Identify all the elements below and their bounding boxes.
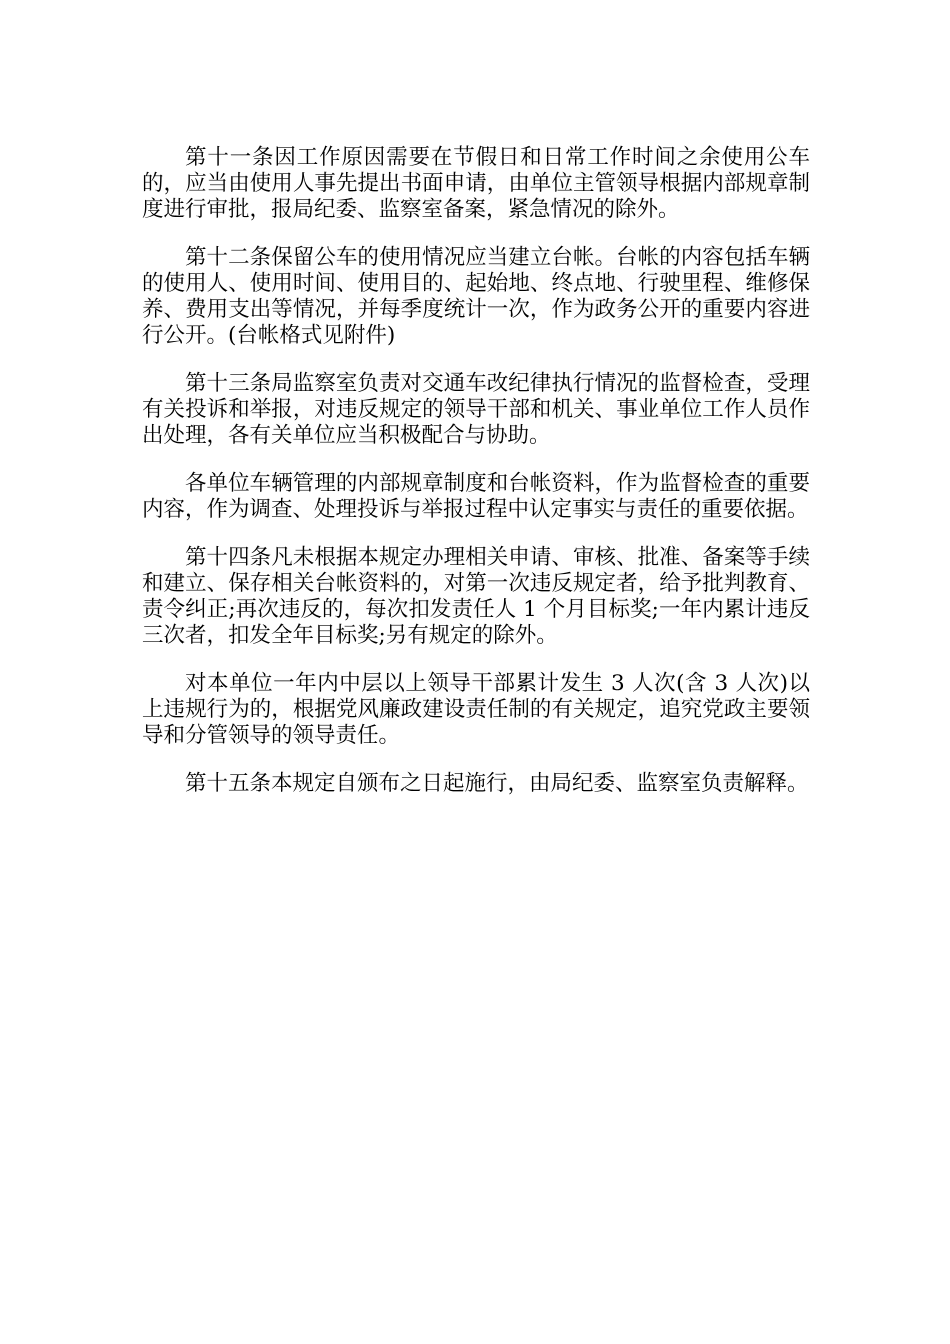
vehicle-management-paragraph: 各单位车辆管理的内部规章制度和台帐资料，作为监督检查的重要内容，作为调查、处理投诉与举报过程中认定事实与责任的重要依据。 xyxy=(142,471,810,522)
document-body xyxy=(142,145,810,819)
article-15-paragraph: 第十五条本规定自颁布之日起施行，由局纪委、监察室负责解释。 xyxy=(185,771,809,796)
article-12-paragraph: 第十二条保留公车的使用情况应当建立台帐。台帐的内容包括车辆的使用人、使用时间、使用目的、起始地、终点地、行驶里程、维修保养、费用支出等情况，并每季度统计一次，作为政务公开的重要内容进行公开。(台帐格式见附件) xyxy=(142,245,810,348)
article-13-paragraph: 第十三条局监察室负责对交通车改纪律执行情况的监督检查，受理有关投诉和举报，对违反规定的领导干部和机关、事业单位工作人员作出处理，各有关单位应当积极配合与协助。 xyxy=(142,371,810,448)
article-14-paragraph: 第十四条凡未根据本规定办理相关申请、审核、批准、备案等手续和建立、保存相关台帐资料的，对第一次违反规定者，给予批判教育、责令纠正;再次违反的，每次扣发责任人 1 个月目标奖;一年内累计违反三次者，扣发全年目标奖;另有规定的除外。 xyxy=(142,545,810,648)
accountability-paragraph: 对本单位一年内中层以上领导干部累计发生 3 人次(含 3 人次)以上违规行为的，根据党风廉政建设责任制的有关规定，追究党政主要领导和分管领导的领导责任。 xyxy=(142,671,810,748)
article-11-paragraph: 第十一条因工作原因需要在节假日和日常工作时间之余使用公车的，应当由使用人事先提出书面申请，由单位主管领导根据内部规章制度进行审批，报局纪委、监察室备案，紧急情况的除外。 xyxy=(142,145,810,222)
